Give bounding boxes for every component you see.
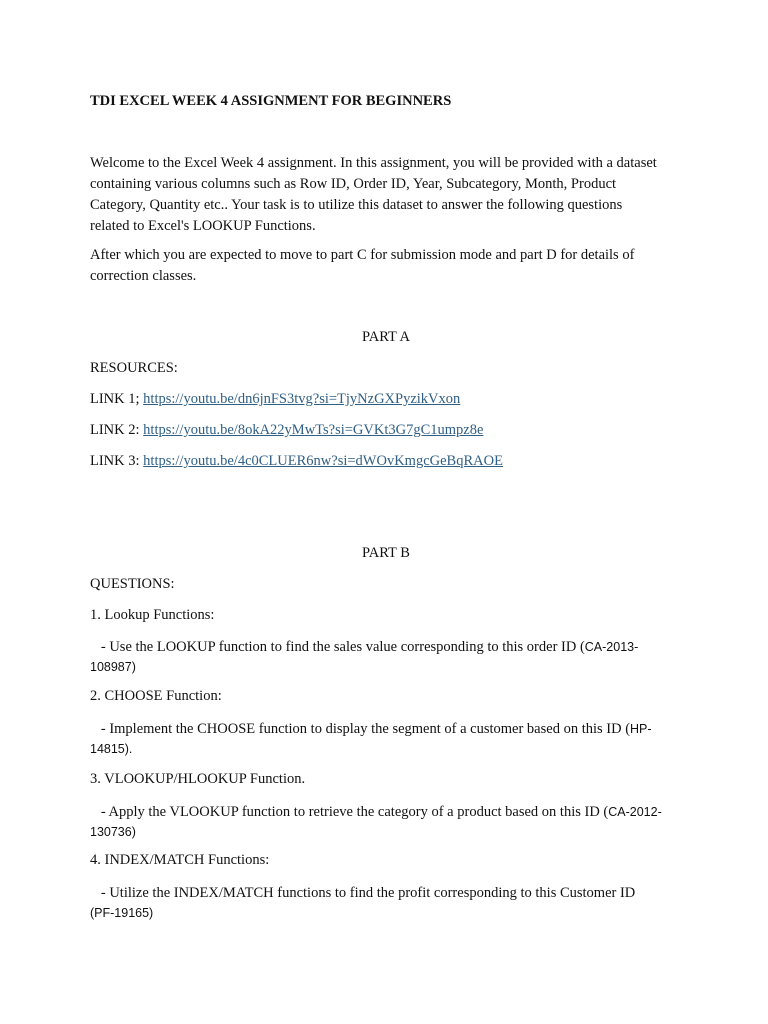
resource-link-2 <box>90 422 483 439</box>
resource-link-3 <box>90 453 503 470</box>
link-1-label: LINK 1; <box>90 391 140 407</box>
resources-label: RESOURCES: <box>90 360 178 376</box>
part-a-heading: PART A <box>362 329 410 345</box>
intro-paragraph: Welcome to the Excel Week 4 assignment. In this assignment, you will be provided with a dataset containing various columns such as Row ID, Order ID, Year, Subcategory, Month, Product Category, Quantity etc.. Your task is to utilize this dataset to answer the following questions related to Excel's LOOKUP Functions. <box>90 155 657 234</box>
question-4-detail <box>90 883 665 923</box>
document-title: TDI EXCEL WEEK 4 ASSIGNMENT FOR BEGINNERS <box>90 93 452 109</box>
question-2-text: - Implement the CHOOSE function to display the segment of a customer based on this ID ( <box>90 721 631 737</box>
link-3-url[interactable]: https://youtu.be/4c0CLUER6nw?si=dWOvKmgcGeBqRAOE <box>143 453 503 469</box>
question-2-detail <box>90 719 665 759</box>
link-2-url[interactable]: https://youtu.be/8okA22yMwTs?si=GVKt3G7gC1umpz8e <box>143 422 484 438</box>
question-1-text: - Use the LOOKUP function to find the sales value corresponding to this order ID ( <box>90 639 585 655</box>
question-3-text: - Apply the VLOOKUP function to retrieve the category of a product based on this ID ( <box>90 804 609 820</box>
resource-link-1 <box>90 391 460 408</box>
submission-paragraph: After which you are expected to move to part C for submission mode and part D for details of correction classes. <box>90 247 635 284</box>
question-1-title: 1. Lookup Functions: <box>90 607 215 623</box>
question-3-title: 3. VLOOKUP/HLOOKUP Function. <box>90 771 306 787</box>
question-2-title: 2. CHOOSE Function: <box>90 688 222 704</box>
question-4-title: 4. INDEX/MATCH Functions: <box>90 852 270 868</box>
questions-label: QUESTIONS: <box>90 576 175 592</box>
question-3-detail <box>90 802 665 842</box>
link-2-label: LINK 2: <box>90 422 140 438</box>
link-3-label: LINK 3: <box>90 453 140 469</box>
question-3-id: CA-2012-130736) <box>90 805 662 839</box>
question-1-id: CA-2013-108987) <box>90 640 639 674</box>
question-1-detail <box>90 637 665 677</box>
part-b-heading: PART B <box>362 545 410 561</box>
link-1-url[interactable]: https://youtu.be/dn6jnFS3tvg?si=TjyNzGXPyzikVxon <box>143 391 461 407</box>
question-2-id: HP-14815). <box>90 722 652 756</box>
question-4-text: - Utilize the INDEX/MATCH functions to find the profit corresponding to this Customer ID <box>90 885 636 901</box>
question-4-id: (PF-19165) <box>90 906 154 920</box>
